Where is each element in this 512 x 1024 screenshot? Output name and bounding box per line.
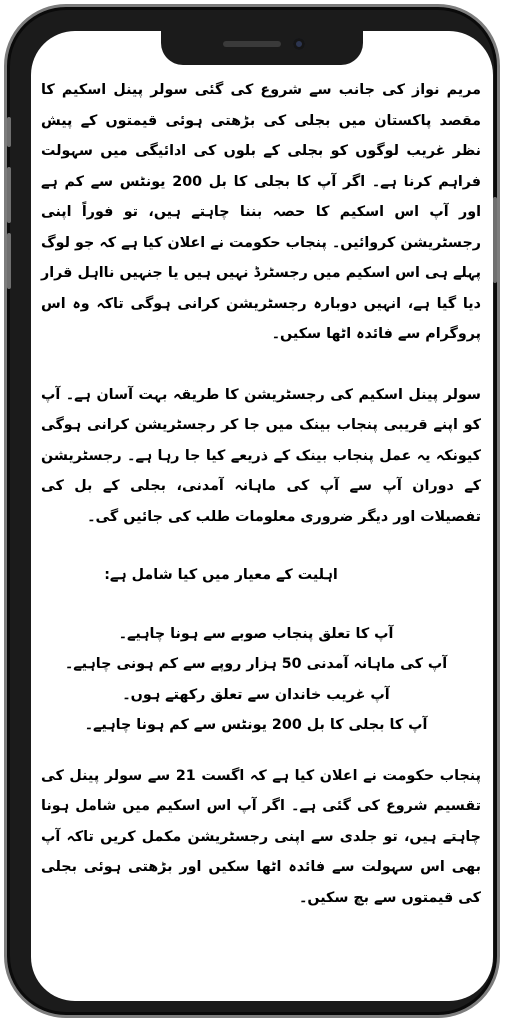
eligibility-heading: اہلیت کے معیار میں کیا شامل ہے: (104, 567, 338, 583)
criteria-item: آپ غریب خاندان سے تعلق رکھتے ہوں۔ (122, 686, 390, 703)
front-camera-icon (293, 38, 305, 50)
phone-frame (4, 4, 500, 1018)
criteria-item: آپ کی ماہانہ آمدنی 50 ہزار روپے سے کم ہونی چاہیے۔ (64, 656, 448, 672)
criteria-item: آپ کا بجلی کا بل 200 یونٹس سے کم ہونا چاہیے۔ (84, 717, 428, 733)
notch (161, 31, 363, 65)
article-body (41, 75, 481, 913)
power-button (493, 197, 497, 283)
criteria-item: آپ کا تعلق پنجاب صوبے سے ہونا چاہیے۔ (118, 625, 394, 642)
speaker-grille (223, 41, 281, 47)
eligibility-criteria-list (41, 619, 481, 741)
volume-up-button (7, 167, 11, 223)
article-paragraph-distribution: پنجاب حکومت نے اعلان کیا ہے کہ اگست 21 سے سولر پینل کی تقسیم شروع کی گئی ہے۔ اگر آپ اس اسکیم میں شامل ہونا چاہتے ہیں، تو جلدی سے اپنی رجسٹریشن مکمل کریں تاکہ آپ بھی اس سہولت سے فائدہ اٹھا سکیں اور بڑھتی ہوئی بجلی کی قیمتوں سے بچ سکیں۔ (41, 767, 481, 906)
article-paragraph-registration: سولر پینل اسکیم کی رجسٹریشن کا طریقہ بہت آسان ہے۔ آپ کو اپنے قریبی پنجاب بینک میں جا کر رجسٹریشن کرانی ہوگی کیونکہ یہ عمل پنجاب بینک کے ذریعے کیا جا رہا ہے۔ رجسٹریشن کے دوران آپ سے آپ کی ماہانہ آمدنی، بجلی کے بل کی تفصیلات اور دیگر ضروری معلومات طلب کی جائیں گی۔ (41, 386, 481, 525)
volume-down-button (7, 233, 11, 289)
mute-switch (7, 117, 11, 147)
phone-screen[interactable] (31, 31, 493, 1001)
article-paragraph-intro: مریم نواز کی جانب سے شروع کی گئی سولر پینل اسکیم کا مقصد پاکستان میں بجلی کی بڑھتی ہوئی قیمتوں کے پیش نظر غریب لوگوں کو بجلی کے بلوں کی ادائیگی میں سہولت فراہم کرنا ہے۔ اگر آپ کا بجلی کا بل 200 یونٹس سے کم ہے اور آپ اس اسکیم کا حصہ بننا چاہتے ہیں، تو فوراً اپنی رجسٹریشن کروائیں۔ پنجاب حکومت نے اعلان کیا ہے کہ جو لوگ پہلے ہی اس اسکیم میں رجسٹرڈ نہیں ہیں یا جنہیں نااہل قرار دیا گیا ہے، انہیں دوبارہ رجسٹریشن کرانی ہوگی تاکہ وہ اس پروگرام سے فائدہ اٹھا سکیں۔ (41, 82, 481, 342)
